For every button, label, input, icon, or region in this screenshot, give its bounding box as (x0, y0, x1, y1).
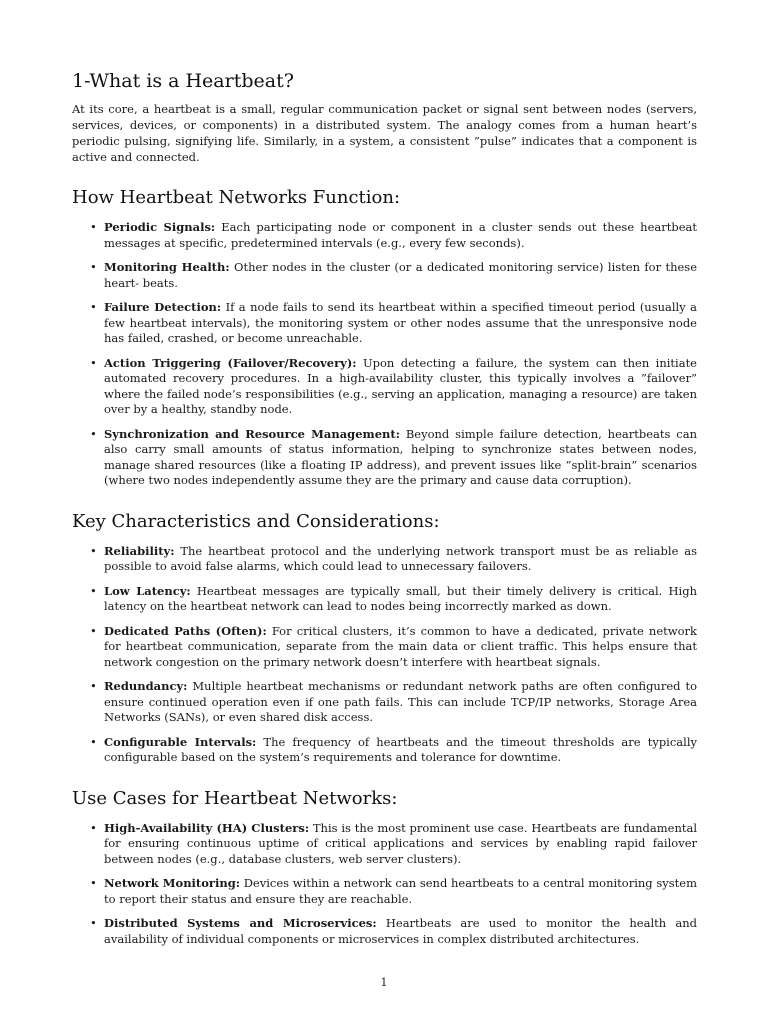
list-item (72, 876, 697, 907)
item-term: High-Availability (HA) Clusters: (104, 820, 310, 835)
section-heading-what-is-heartbeat: 1-What is a Heartbeat? (72, 70, 294, 92)
item-text: Heartbeats are used to monitor the health and availability of individual components or microservices in complex distributed architectures. (104, 916, 698, 946)
list-item (72, 679, 697, 726)
item-term: Synchronization and Resource Management: (104, 426, 400, 441)
item-text: For critical clusters, it’s common to have a dedicated, private network for heartbeat communication, separate from the main data or client traffic. This helps ensure that network congestion on the primary network doesn’t interfere with heartbeat signals. (104, 623, 697, 669)
bullet-icon: • (90, 916, 97, 930)
use-cases-list (72, 821, 697, 948)
bullet-icon: • (90, 260, 97, 274)
item-text: Beyond simple failure detection, heartbeats can also carry small amounts of status information, helping to synchronize states between nodes, manage shared resources (like a floating IP address), and prevent issues like ”split-brain” scenarios (where two nodes independently assume they are the primary and cause data corruption). (104, 426, 697, 487)
item-term: Low Latency: (104, 583, 191, 598)
item-text: Multiple heartbeat mechanisms or redundant network paths are often configured to ensure continued operation even if one path fails. This can include TCP/IP networks, Storage Area Networks (SANs), or even shared disk access. (104, 679, 698, 724)
list-item (72, 584, 697, 615)
item-text: Devices within a network can send heartbeats to a central monitoring system to report their status and ensure they are reachable. (104, 876, 697, 906)
item-text: This is the most prominent use case. Heartbeats are fundamental for ensuring continuous uptime of critical applications and services by enabling rapid failover between nodes (e.g., database clusters, web server clusters). (104, 820, 698, 866)
bullet-icon: • (90, 876, 97, 890)
section-heading-how-function: How Heartbeat Networks Function: (72, 187, 401, 208)
item-term: Network Monitoring: (104, 876, 240, 890)
item-text: Each participating node or component in a cluster sends out these heartbeat messages at specific, predetermined intervals (e.g., every few seconds). (104, 220, 698, 250)
list-item (72, 220, 697, 251)
list-item (72, 624, 697, 671)
section-heading-key-characteristics: Key Characteristics and Considerations: (72, 510, 440, 532)
item-term: Distributed Systems and Microservices: (104, 916, 377, 930)
item-term: Redundancy: (104, 679, 188, 693)
list-item (72, 735, 697, 766)
item-text: The frequency of heartbeats and the timeout thresholds are typically configurable based on the system’s requirements and tolerance for downtime. (104, 734, 698, 764)
item-term: Configurable Intervals: (104, 734, 257, 749)
item-term: Action Triggering (Failover/Recovery): (104, 355, 357, 370)
characteristics-list (72, 544, 697, 766)
bullet-icon: • (90, 679, 97, 693)
page-number: 1 (380, 976, 388, 989)
bullet-icon: • (90, 220, 97, 234)
section-heading-use-cases: Use Cases for Heartbeat Networks: (72, 787, 398, 809)
item-text: If a node fails to send its heartbeat within a specified timeout period (usually a few heartbeat intervals), the monitoring system or other nodes assume that the unresponsive node has failed, crashed, or become unreachable. (104, 300, 698, 345)
item-text: Upon detecting a failure, the system can then initiate automated recovery procedures. In a high-availability cluster, this typically involves a ”failover” where the failed node’s responsibilities (e.g., serving an application, managing a resource) are taken over by a healthy, standby node. (104, 355, 697, 416)
document-page (72, 64, 697, 956)
bullet-icon: • (90, 820, 97, 835)
bullet-icon: • (90, 583, 97, 598)
list-item (72, 427, 697, 489)
list-item (72, 544, 697, 575)
bullet-icon: • (90, 426, 97, 441)
item-text: Heartbeat messages are typically small, but their timely delivery is critical. High latency on the heartbeat network can lead to nodes being incorrectly marked as down. (104, 583, 698, 613)
bullet-icon: • (90, 355, 97, 370)
item-text: The heartbeat protocol and the underlying network transport must be as reliable as possible to avoid false alarms, which could lead to unnecessary failovers. (104, 543, 698, 573)
item-term: Dedicated Paths (Often): (104, 623, 267, 638)
item-term: Monitoring Health: (104, 260, 230, 274)
bullet-icon: • (90, 300, 97, 314)
intro-paragraph: At its core, a heartbeat is a small, regular communication packet or signal sent between nodes (servers, services, devices, or components) in a distributed system. The analogy comes from a human heart’s periodic pulsing, signifying life. Similarly, in a system, a consistent ”pulse” indicates that a component is active and connected. (72, 102, 697, 164)
bullet-icon: • (90, 623, 97, 638)
bullet-icon: • (90, 543, 97, 558)
list-item (72, 356, 697, 418)
item-term: Periodic Signals: (104, 220, 216, 234)
list-item (72, 821, 697, 868)
list-item (72, 916, 697, 947)
item-term: Failure Detection: (104, 300, 222, 314)
list-item (72, 260, 697, 291)
item-text: Other nodes in the cluster (or a dedicated monitoring service) listen for these heart- beats. (104, 260, 698, 290)
item-term: Reliability: (104, 543, 175, 558)
bullet-icon: • (90, 734, 97, 749)
function-list (72, 220, 697, 489)
list-item (72, 300, 697, 347)
